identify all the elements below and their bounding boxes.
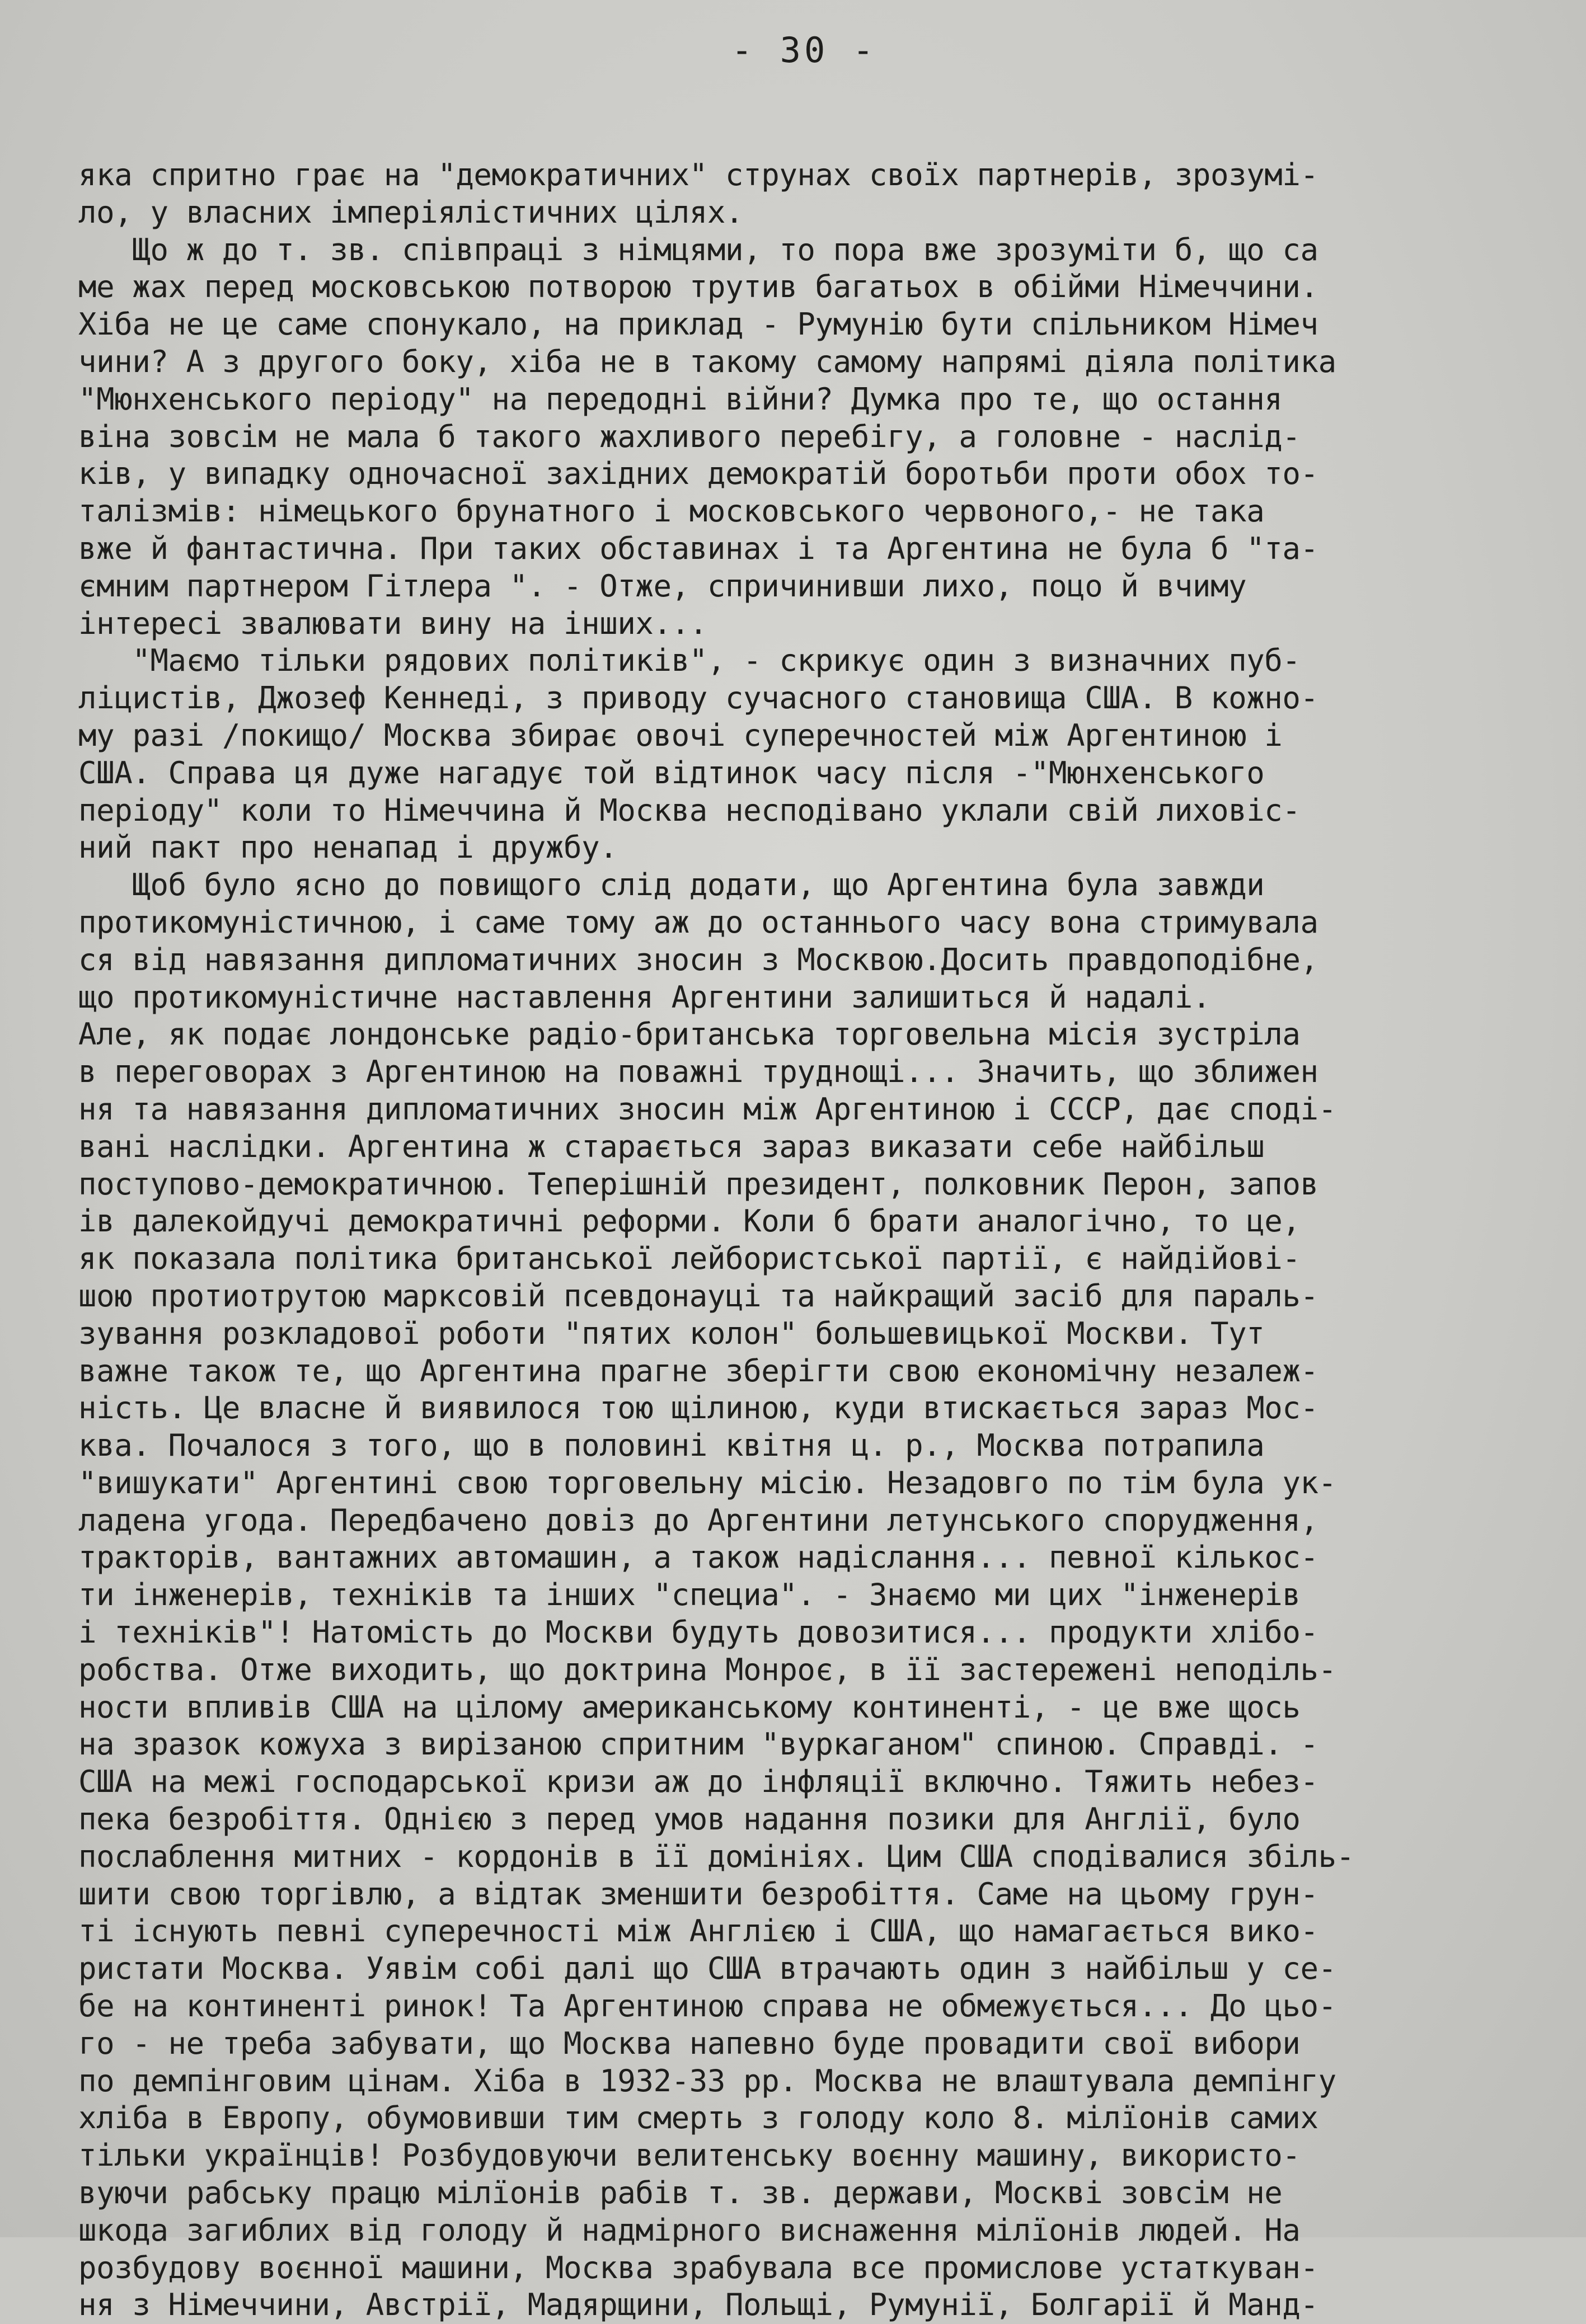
text-line: хліба в Европу, обумовивши тим смерть з голоду коло 8. мілїонів самих [78,2100,1318,2136]
text-line: шити свою торгівлю, а відтак зменшити безробіття. Саме на цьому грун- [78,1876,1318,1912]
text-line: послаблення митних - кордонів в її домініях. Цим США сподівалися збіль- [78,1838,1354,1874]
text-line: ся від навязання дипломатичних зносин з Москвою.Досить правдоподібне, [78,942,1318,977]
text-line: тільки українців! Розбудовуючи велитенську воєнну машину, використо- [78,2138,1301,2174]
text-line: ня та навязання дипломатичних зносин між Аргентиною і СССР, дає споді- [78,1091,1336,1127]
text-line: шою протиотрутою марксовій псевдонауці та найкращий засіб для параль- [78,1278,1318,1314]
text-line: вже й фантастична. При таких обставинах і та Аргентина не була б "та- [78,530,1318,566]
text-line: яка спритно грає на "демократичних" струнах своїх партнерів, зрозумі- [78,157,1318,192]
text-line: ліцистів, Джозеф Кеннеді, з приводу сучасного становища США. В кожно- [78,680,1318,716]
text-line: шкода загиблих від голоду й надмірного виснаження мілїонів людей. На [78,2212,1301,2248]
text-line: вуючи рабську працю мілїонів рабів т. зв. держави, Москві зовсім не [78,2175,1283,2211]
text-line: як показала політика британської лейбористської партії, є найдійові- [78,1241,1301,1277]
text-line: "Маємо тільки рядових політиків", - скрикує один з визначних пуб- [78,643,1301,679]
text-line: ности впливів США на цілому американському континенті, - це вже щось [78,1689,1301,1725]
text-line: розбудову воєнної машини, Москва зрабувала все промислове устаткуван- [78,2250,1318,2285]
text-line: вані наслідки. Аргентина ж старається зараз виказати себе найбільш [78,1128,1265,1164]
text-line: Хіба не це саме спонукало, на приклад - Румунію бути спільником Німеч [78,307,1318,342]
text-line: Але, як подає лондонське радіо-британська торговельна місія зустріла [78,1017,1301,1052]
text-line: робства. Отже виходить, що доктрина Монроє, в її застережені неподіль- [78,1652,1336,1687]
text-line: ме жах перед московською потворою трутив багатьох в обійми Німеччини. [78,269,1318,305]
text-line: ло, у власних імперіялістичних цілях. [78,194,744,230]
text-line: ків, у випадку одночасної західних демократій боротьби проти обох то- [78,456,1318,492]
text-line: Щоб було ясно до повищого слід додати, що Аргентина була завжди [78,867,1265,903]
paragraph [78,232,1530,643]
text-line: му разі /покищо/ Москва збирає овочі суперечностей між Аргентиною і [78,717,1283,753]
text-line: ква. Почалося з того, що в половині квітня ц. р., Москва потрапила [78,1428,1265,1464]
text-line: ємним партнером Гітлера ". - Отже, спричинивши лихо, поцо й вчиму [78,568,1247,604]
text-line: зування розкладової роботи "пятих колон" большевицької Москви. Тут [78,1315,1265,1351]
paragraph [78,157,1530,232]
text-line: "вишукати" Аргентині свою торговельну місію. Незадовго по тім була ук- [78,1465,1336,1500]
text-line: талізмів: німецького брунатного і московського червоного,- не така [78,493,1265,529]
text-line: чини? А з другого боку, хіба не в такому самому напрямі діяла політика [78,344,1336,379]
text-line: в переговорах з Аргентиною на поважні труднощі... Значить, що зближен [78,1054,1318,1090]
text-line: періоду" коли то Німеччина й Москва несподівано уклали свій лиховіс- [78,792,1301,828]
paragraph [78,642,1530,867]
text-line: "Мюнхенського періоду" на передодні війни? Думка про те, що остання [78,381,1283,417]
text-line: ти інженерів, техніків та інших "специа". - Знаємо ми цих "інженерів [78,1577,1301,1613]
text-line: ня з Німеччини, Австрії, Мадярщини, Польщі, Румунії, Болгарії й Манд- [78,2287,1318,2323]
text-line: ті існують певні суперечності між Англією і США, що намагається вико- [78,1913,1318,1949]
text-line: по демпінговим цінам. Хіба в 1932-33 рр. Москва не влаштувала демпінгу [78,2063,1336,2099]
text-line: ність. Це власне й виявилося тою щілиною, куди втискається зараз Мос- [78,1390,1318,1426]
document-body [78,157,1530,2324]
text-line: поступово-демократичною. Теперішній президент, полковник Перон, запов [78,1166,1318,1202]
text-line: ладена угода. Передбачено довіз до Аргентини летунського спорудження, [78,1502,1318,1538]
text-line: важне також те, що Аргентина прагне зберігти свою економічну незалеж- [78,1353,1318,1389]
text-line: віна зовсім не мала б такого жахливого перебігу, а головне - наслід- [78,418,1301,454]
page-number: - 30 - [731,30,877,70]
text-line: ристати Москва. Уявім собі далі що США втрачають один з найбільш у се- [78,1951,1336,1987]
text-line: і техніків"! Натомість до Москви будуть довозитися... продукти хлібо- [78,1615,1318,1650]
text-line: ний пакт про ненапад і дружбу. [78,830,618,865]
text-line: США. Справа ця дуже нагадує той відтинок часу після -"Мюнхенського [78,755,1265,791]
text-line: тракторів, вантажних автомашин, а також надіслання... певної кількос- [78,1540,1318,1575]
text-line: го - не треба забувати, що Москва напевно буде провадити свої вибори [78,2025,1301,2061]
text-line: протикомуністичною, і саме тому аж до останнього часу вона стримувала [78,904,1318,940]
text-line: інтересі звалювати вину на інших... [78,605,707,641]
text-line: що протикомуністичне наставлення Аргентини залишиться й надалі. [78,979,1210,1015]
text-line: пека безробіття. Однією з перед умов надання позики для Англії, було [78,1801,1301,1837]
text-line: Що ж до т. зв. співпраці з німцями, то пора вже зрозуміти б, що са [78,232,1318,267]
text-line: бе на континенті ринок! Та Аргентиною справа не обмежується... До цьо- [78,1988,1336,2024]
text-line: ів далекойдучі демократичні реформи. Коли б брати аналогічно, то це, [78,1203,1301,1239]
paragraph [78,867,1530,2324]
text-line: на зразок кожуха з вирізаною спритним "вуркаганом" спиною. Справді. - [78,1726,1318,1762]
text-line: США на межі господарської кризи аж до інфляції включно. Тяжить небез- [78,1764,1318,1800]
